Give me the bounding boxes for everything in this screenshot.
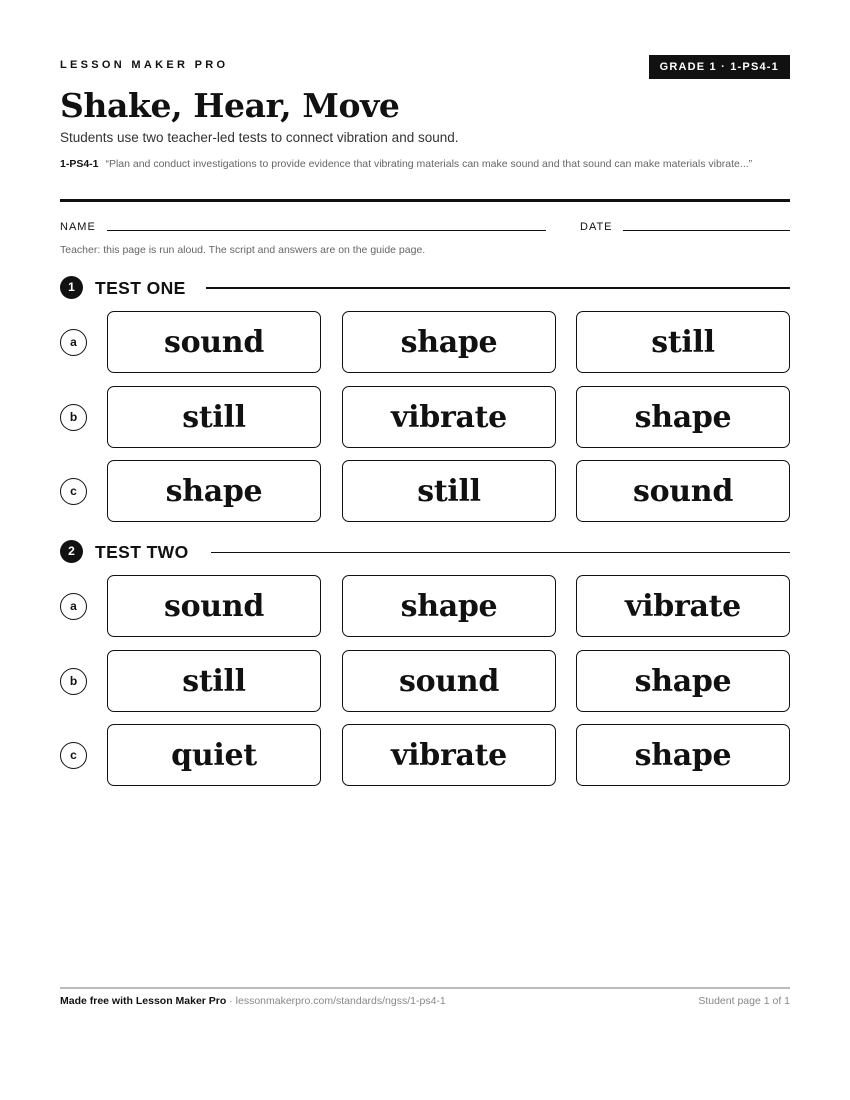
date-label: DATE: [580, 221, 613, 233]
word-choice[interactable]: quiet: [107, 724, 321, 786]
word-choice[interactable]: vibrate: [342, 386, 556, 448]
word-choice[interactable]: still: [107, 386, 321, 448]
word-choice[interactable]: shape: [576, 650, 790, 712]
header-divider: [60, 199, 790, 202]
question-row: [60, 724, 790, 786]
word-choice[interactable]: shape: [342, 311, 556, 373]
footer-made-with: Made free with Lesson Maker Pro: [60, 995, 227, 1007]
section-test-one: [60, 276, 790, 300]
word-choice[interactable]: vibrate: [576, 575, 790, 637]
footer-url: · lessonmakerpro.com/standards/ngss/1-ps4-1: [226, 995, 446, 1007]
top-bar: [60, 55, 790, 79]
word-choice[interactable]: still: [342, 460, 556, 522]
footer-credit: [60, 995, 446, 1007]
word-choice[interactable]: sound: [107, 575, 321, 637]
section-rule: [211, 552, 790, 553]
word-choice[interactable]: shape: [342, 575, 556, 637]
brand-name: LESSON MAKER PRO: [60, 59, 229, 71]
footer-page-number: Student page 1 of 1: [698, 995, 790, 1007]
question-row: [60, 460, 790, 522]
page-title: Shake, Hear, Move: [60, 86, 400, 125]
row-letter: c: [60, 742, 87, 769]
standard-code: 1-PS4-1: [60, 158, 99, 170]
section-title: TEST ONE: [95, 278, 186, 298]
name-label: NAME: [60, 221, 96, 233]
row-letter: b: [60, 668, 87, 695]
section-test-two: [60, 540, 790, 564]
date-field[interactable]: [623, 230, 790, 231]
word-choice[interactable]: shape: [107, 460, 321, 522]
word-choice[interactable]: still: [576, 311, 790, 373]
question-row: [60, 311, 790, 373]
question-row: [60, 650, 790, 712]
worksheet-page: [60, 0, 790, 1100]
section-number: 2: [60, 540, 83, 563]
row-letter: a: [60, 329, 87, 356]
row-letter: c: [60, 478, 87, 505]
standard-statement: [60, 156, 790, 172]
word-choice[interactable]: vibrate: [342, 724, 556, 786]
section-title: TEST TWO: [95, 542, 189, 562]
word-choice[interactable]: shape: [576, 386, 790, 448]
teacher-note: Teacher: this page is run aloud. The script and answers are on the guide page.: [60, 244, 426, 256]
grade-badge: GRADE 1 · 1-PS4-1: [649, 55, 790, 79]
page-subtitle: Students use two teacher-led tests to connect vibration and sound.: [60, 130, 459, 145]
word-choice[interactable]: sound: [576, 460, 790, 522]
word-choice[interactable]: still: [107, 650, 321, 712]
standard-text: “Plan and conduct investigations to provide evidence that vibrating materials can make sound and that sound can make materials vibrate...”: [105, 158, 753, 170]
question-row: [60, 386, 790, 448]
footer-divider: [60, 987, 790, 989]
word-choice[interactable]: sound: [107, 311, 321, 373]
row-letter: a: [60, 593, 87, 620]
word-choice[interactable]: sound: [342, 650, 556, 712]
question-row: [60, 575, 790, 637]
section-rule: [206, 287, 790, 289]
row-letter: b: [60, 404, 87, 431]
word-choice[interactable]: shape: [576, 724, 790, 786]
section-number: 1: [60, 276, 83, 299]
name-field[interactable]: [107, 230, 546, 231]
